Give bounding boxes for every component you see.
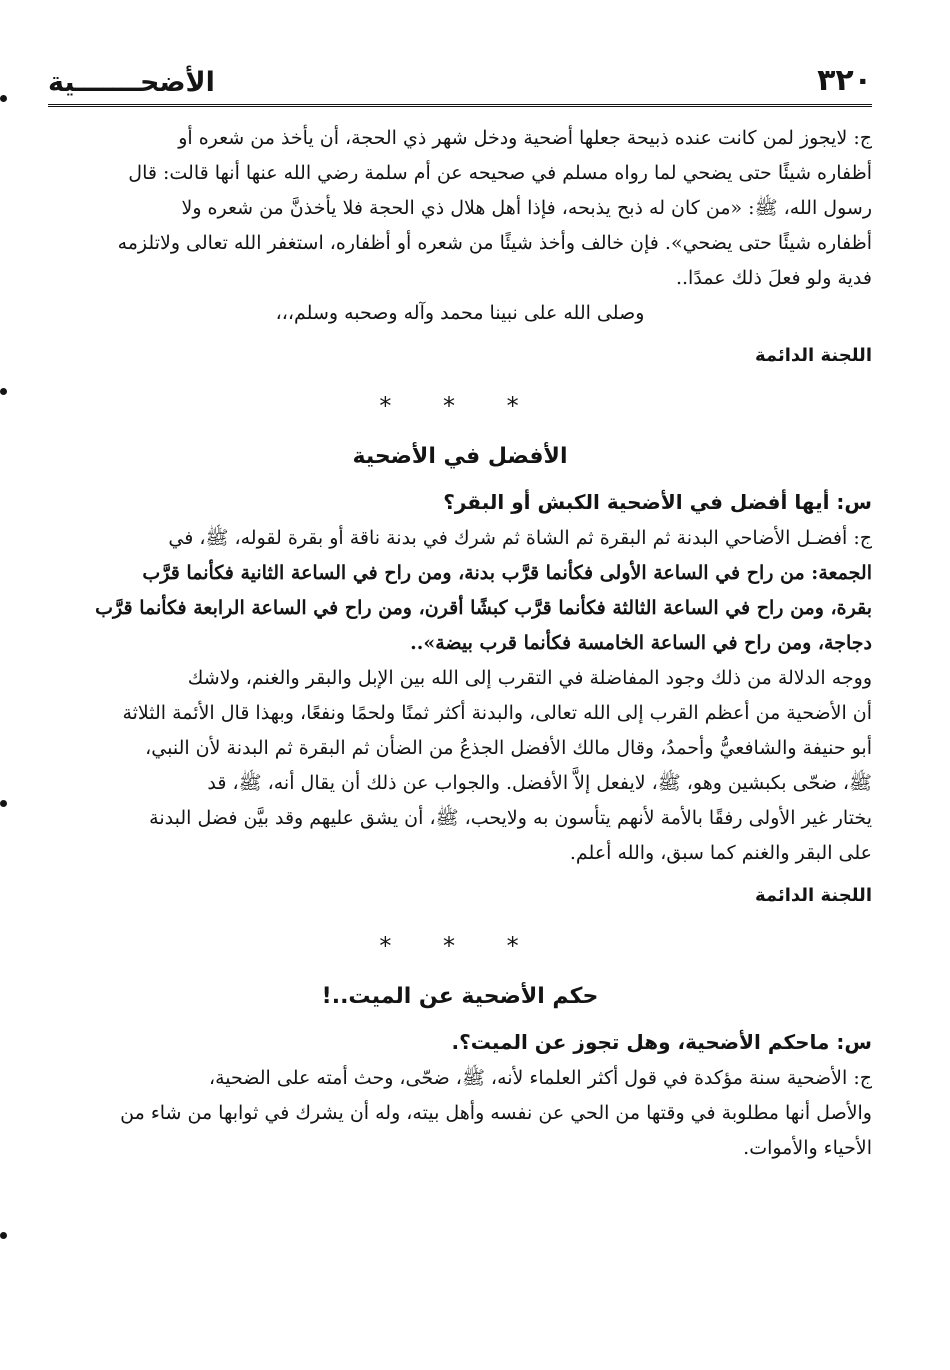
section-separator: * * *: [379, 932, 541, 960]
paragraph-line: ﷺ، ضحّى بكبشين وهو، ﷺ، لايفعل إلاَّ الأفضل. والجواب عن ذلك أن يقال أنه، ﷺ، قد: [207, 772, 872, 794]
text-line: فدية ولو فعلَ ذلك عمدًا..: [675, 267, 872, 289]
text-line: ج: لايجوز لمن كانت عنده ذبيحة جعلها أضحية ودخل شهر ذي الحجة، أن يأخذ من شعره أو: [178, 127, 872, 149]
answer-line: بقرة، ومن راح في الساعة الثالثة فكأنما قرَّب كبشًا أقرن، ومن راح في الساعة الرابعة فكأنما قرَّب: [95, 597, 872, 619]
text-line: رسول الله، ﷺ: «من كان له ذبح يذبحه، فإذا أهل هلال ذي الحجة فلا يأخذنَّ من شعره ولا: [181, 197, 872, 219]
paragraph-line: ووجه الدلالة من ذلك وجود المفاضلة في التقرب إلى الله بين الإبل والبقر والغنم، ولاشك: [187, 667, 872, 689]
paragraph-line: أن الأضحية من أعظم القرب إلى الله تعالى، والبدنة أكثر ثمنًا ولحمًا ونفعًا، وبهذا قال الأئمة الثلاثة: [122, 702, 872, 724]
section-sacrifice-for-deceased: [48, 1023, 872, 1166]
scan-mark: [0, 800, 7, 807]
page-header: [48, 60, 872, 107]
scan-mark: [0, 95, 7, 102]
answer-line: الجمعة: من راح في الساعة الأولى فكأنما قرَّب بدنة، ومن راح في الساعة الثانية فكأنما قرَّب: [142, 562, 872, 584]
paragraph-line: يختار غير الأولى رفقًا بالأمة لأنهم يتأسون به ولايحب، ﷺ، أن يشق عليهم وقد بيَّن فضل البدنة: [149, 807, 872, 829]
scan-mark: [0, 388, 7, 395]
paragraph-line: أبو حنيفة والشافعيُّ وأحمدُ، وقال مالك الأفضل الجذعُ من الضأن ثم البقرة ثم البدنة لأن النبي،: [145, 737, 872, 759]
page-number: ٣٢٠: [817, 63, 872, 98]
answer-line: دجاجة، ومن راح في الساعة الخامسة فكأنما قرب بيضة»..: [410, 632, 872, 654]
text-line: أظفاره شيئًا حتى يضحي لما رواه مسلم في صحيحه عن أم سلمة رضي الله عنها أنها قالت: قال: [128, 162, 872, 184]
answer-line: ج: الأضحية سنة مؤكدة في قول أكثر العلماء لأنه، ﷺ، ضحّى، وحث أمته على الضحية،: [208, 1067, 872, 1089]
section-separator: * * *: [379, 392, 541, 420]
answer-line: الأحياء والأموات.: [743, 1137, 872, 1159]
signature: اللجنة الدائمة: [754, 345, 872, 366]
paragraph-line: على البقر والغنم كما سبق، والله أعلم.: [569, 842, 872, 864]
scan-mark: [0, 1232, 7, 1239]
text-line: أظفاره شيئًا حتى يضحي». فإن خالف وأخذ شيئًا من شعره أو أظفاره، استغفر الله تعالى ولاتلزمه: [117, 232, 872, 254]
answer-line: ج: أفضـل الأضاحي البدنة ثم البقرة ثم الشاة ثم شرك في بدنة ناقة أو بقرة لقوله، ﷺ، في: [168, 527, 872, 549]
closing-prayer: وصلى الله على نبينا محمد وآله وصحبه وسلم،،،: [275, 302, 645, 324]
section-hair-nails: [48, 121, 872, 371]
signature: اللجنة الدائمة: [754, 885, 872, 906]
answer-line: والأصل أنها مطلوبة في وقتها من الحي عن نفسه وأهل بيته، وله أن يشرك في ثوابها من شاء من: [120, 1102, 872, 1124]
section-title: حكم الأضحية عن الميت..!: [321, 984, 599, 1009]
question: س: أيها أفضل في الأضحية الكبش أو البقر؟: [443, 490, 872, 514]
section-best-sacrifice: [48, 483, 872, 911]
section-title: الأفضل في الأضحية: [352, 444, 568, 469]
running-title: الأضحـــــــية: [48, 67, 215, 98]
question: س: ماحكم الأضحية، وهل تجوز عن الميت؟.: [451, 1030, 872, 1054]
